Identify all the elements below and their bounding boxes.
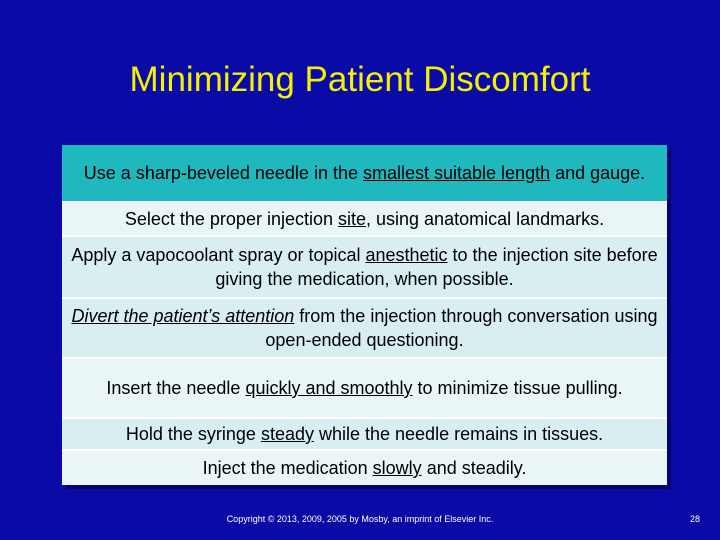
tip-text bbox=[126, 422, 603, 446]
text-segment: and steadily. bbox=[421, 458, 527, 478]
tips-table bbox=[62, 145, 667, 485]
text-segment: while the needle remains in tissues. bbox=[313, 424, 604, 444]
text-segment: , using anatomical landmarks. bbox=[366, 209, 605, 229]
text-segment: to minimize tissue pulling. bbox=[412, 378, 623, 398]
text-segment: Insert the needle bbox=[106, 378, 246, 398]
text-segment: Select the proper injection bbox=[124, 209, 338, 229]
tip-row bbox=[62, 451, 667, 485]
emphasized-text: anesthetic bbox=[365, 245, 448, 265]
text-segment: and gauge. bbox=[550, 163, 646, 183]
tip-text bbox=[84, 161, 645, 185]
emphasized-text: quickly and smoothly bbox=[245, 378, 413, 398]
text-segment: Apply a vapocoolant spray or topical bbox=[71, 245, 366, 265]
tip-text bbox=[66, 243, 663, 291]
emphasized-text: slowly bbox=[372, 458, 422, 478]
tip-row bbox=[62, 419, 667, 451]
emphasized-text: steady bbox=[260, 424, 314, 444]
tip-row bbox=[62, 237, 667, 299]
text-segment: Use a sharp-beveled needle in the bbox=[83, 163, 363, 183]
tip-text bbox=[66, 304, 663, 352]
text-segment: from the injection through conversation using open-ended questioning. bbox=[265, 306, 658, 350]
tip-text bbox=[106, 376, 622, 400]
emphasized-text: Divert the patient’s attention bbox=[71, 306, 295, 326]
tip-row bbox=[62, 359, 667, 419]
emphasized-text: site bbox=[338, 209, 367, 229]
emphasized-text: smallest suitable length bbox=[362, 163, 551, 183]
tip-row bbox=[62, 299, 667, 359]
text-segment: Inject the medication bbox=[202, 458, 373, 478]
tip-text bbox=[203, 456, 527, 480]
text-segment: to the injection site before giving the medication, when possible. bbox=[215, 245, 658, 289]
copyright-footer: Copyright © 2013, 2009, 2005 by Mosby, an imprint of Elsevier Inc. bbox=[226, 514, 494, 524]
tip-row bbox=[62, 203, 667, 237]
tip-text bbox=[125, 207, 604, 231]
text-segment: Hold the syringe bbox=[125, 424, 261, 444]
page-number: 28 bbox=[689, 514, 700, 524]
tip-row bbox=[62, 145, 667, 203]
slide-title: Minimizing Patient Discomfort bbox=[129, 60, 591, 99]
